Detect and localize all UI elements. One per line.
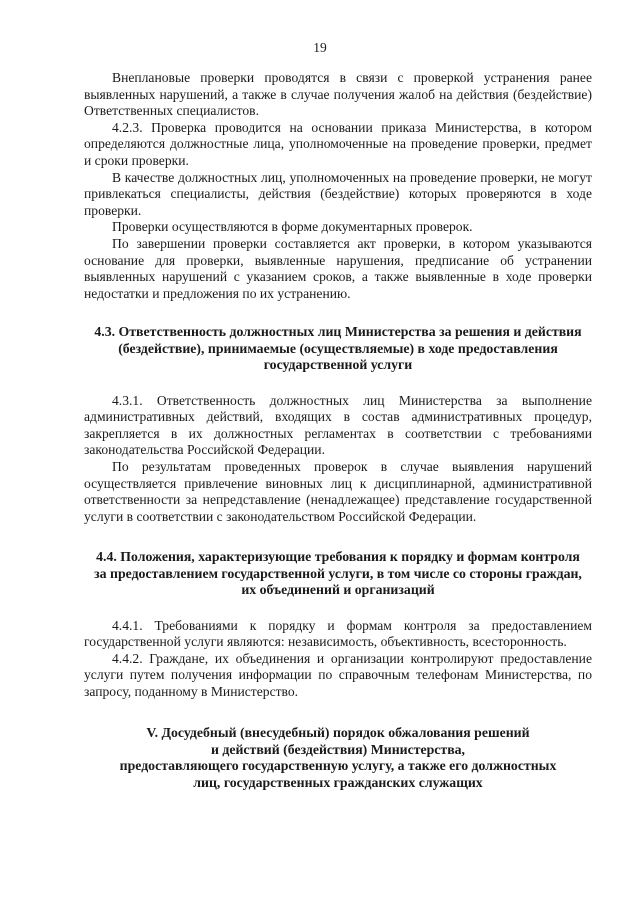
paragraph-unscheduled-inspections: Внеплановые проверки проводятся в связи с проверкой устранения ранее выявленных нарушений, а также в случае получения жалоб на действия (бездействие) Ответственных специалистов. — [84, 70, 592, 119]
paragraph-4-4-2: 4.4.2. Граждане, их объединения и организации контролируют предоставление услуги путем получения информации по справочным телефонам Министерства, по запросу, поданному в Министерство. — [84, 650, 592, 699]
page-number: 19 — [313, 40, 327, 55]
paragraph-documentary-inspections: Проверки осуществляются в форме документарных проверок. — [112, 219, 473, 235]
section-heading-V — [84, 725, 592, 791]
paragraph-inspection-act: По завершении проверки составляется акт проверки, в котором указываются основание для проверки, выявленные нарушения, предписание об устранении выявленных нарушений с указанием сроков, а также выявленные в ходе проверки недостатки и предложения по их устранению. — [84, 235, 592, 301]
paragraph-4-2-3: 4.2.3. Проверка проводится на основании приказа Министерства, в котором определяются должностные лица, уполномоченные на проведение проверки, предмет и сроки проверки. — [84, 119, 592, 168]
paragraph-4-4-1: 4.4.1. Требованиями к порядку и формам контроля за предоставлением государственной услуги являются: независимость, объективность, всесторонность. — [84, 617, 592, 650]
paragraph-inspectors-restriction: В качестве должностных лиц, уполномоченных на проведение проверки, не могут привлекаться специалисты, действия (бездействие) которых проверяются в ходе проверки. — [84, 169, 592, 218]
section-heading-4-3: 4.3. Ответственность должностных лиц Министерства за решения и действия (бездействие), принимаемые (осуществляемые) в ходе предоставления государственной услуги — [94, 324, 582, 373]
heading-V-line-4: лиц, государственных гражданских служащих — [193, 774, 483, 790]
heading-V-line-1: V. Досудебный (внесудебный) порядок обжалования решений — [146, 725, 530, 741]
section-heading-4-4: 4.4. Положения, характеризующие требования к порядку и формам контроля за предоставлением государственной услуги, в том числе со стороны граждан, их объединений и организаций — [94, 549, 582, 598]
heading-V-line-2: и действий (бездействия) Министерства, — [210, 741, 465, 757]
heading-V-line-3: предоставляющего государственную услугу, а также его должностных — [119, 758, 557, 774]
paragraph-liability: По результатам проведенных проверок в случае выявления нарушений осуществляется привлечение виновных лиц к дисциплинарной, административной ответственности за непредставление (ненадлежащее) представление государственной услуги в соответствии с законодательством Российской Федерации. — [84, 458, 592, 524]
paragraph-4-3-1: 4.3.1. Ответственность должностных лиц Министерства за выполнение административных действий, входящих в состав административных процедур, закрепляется в их должностных регламентах в соответствии с требованиями законодательства Российской Федерации. — [84, 392, 592, 458]
document-body — [84, 70, 592, 791]
